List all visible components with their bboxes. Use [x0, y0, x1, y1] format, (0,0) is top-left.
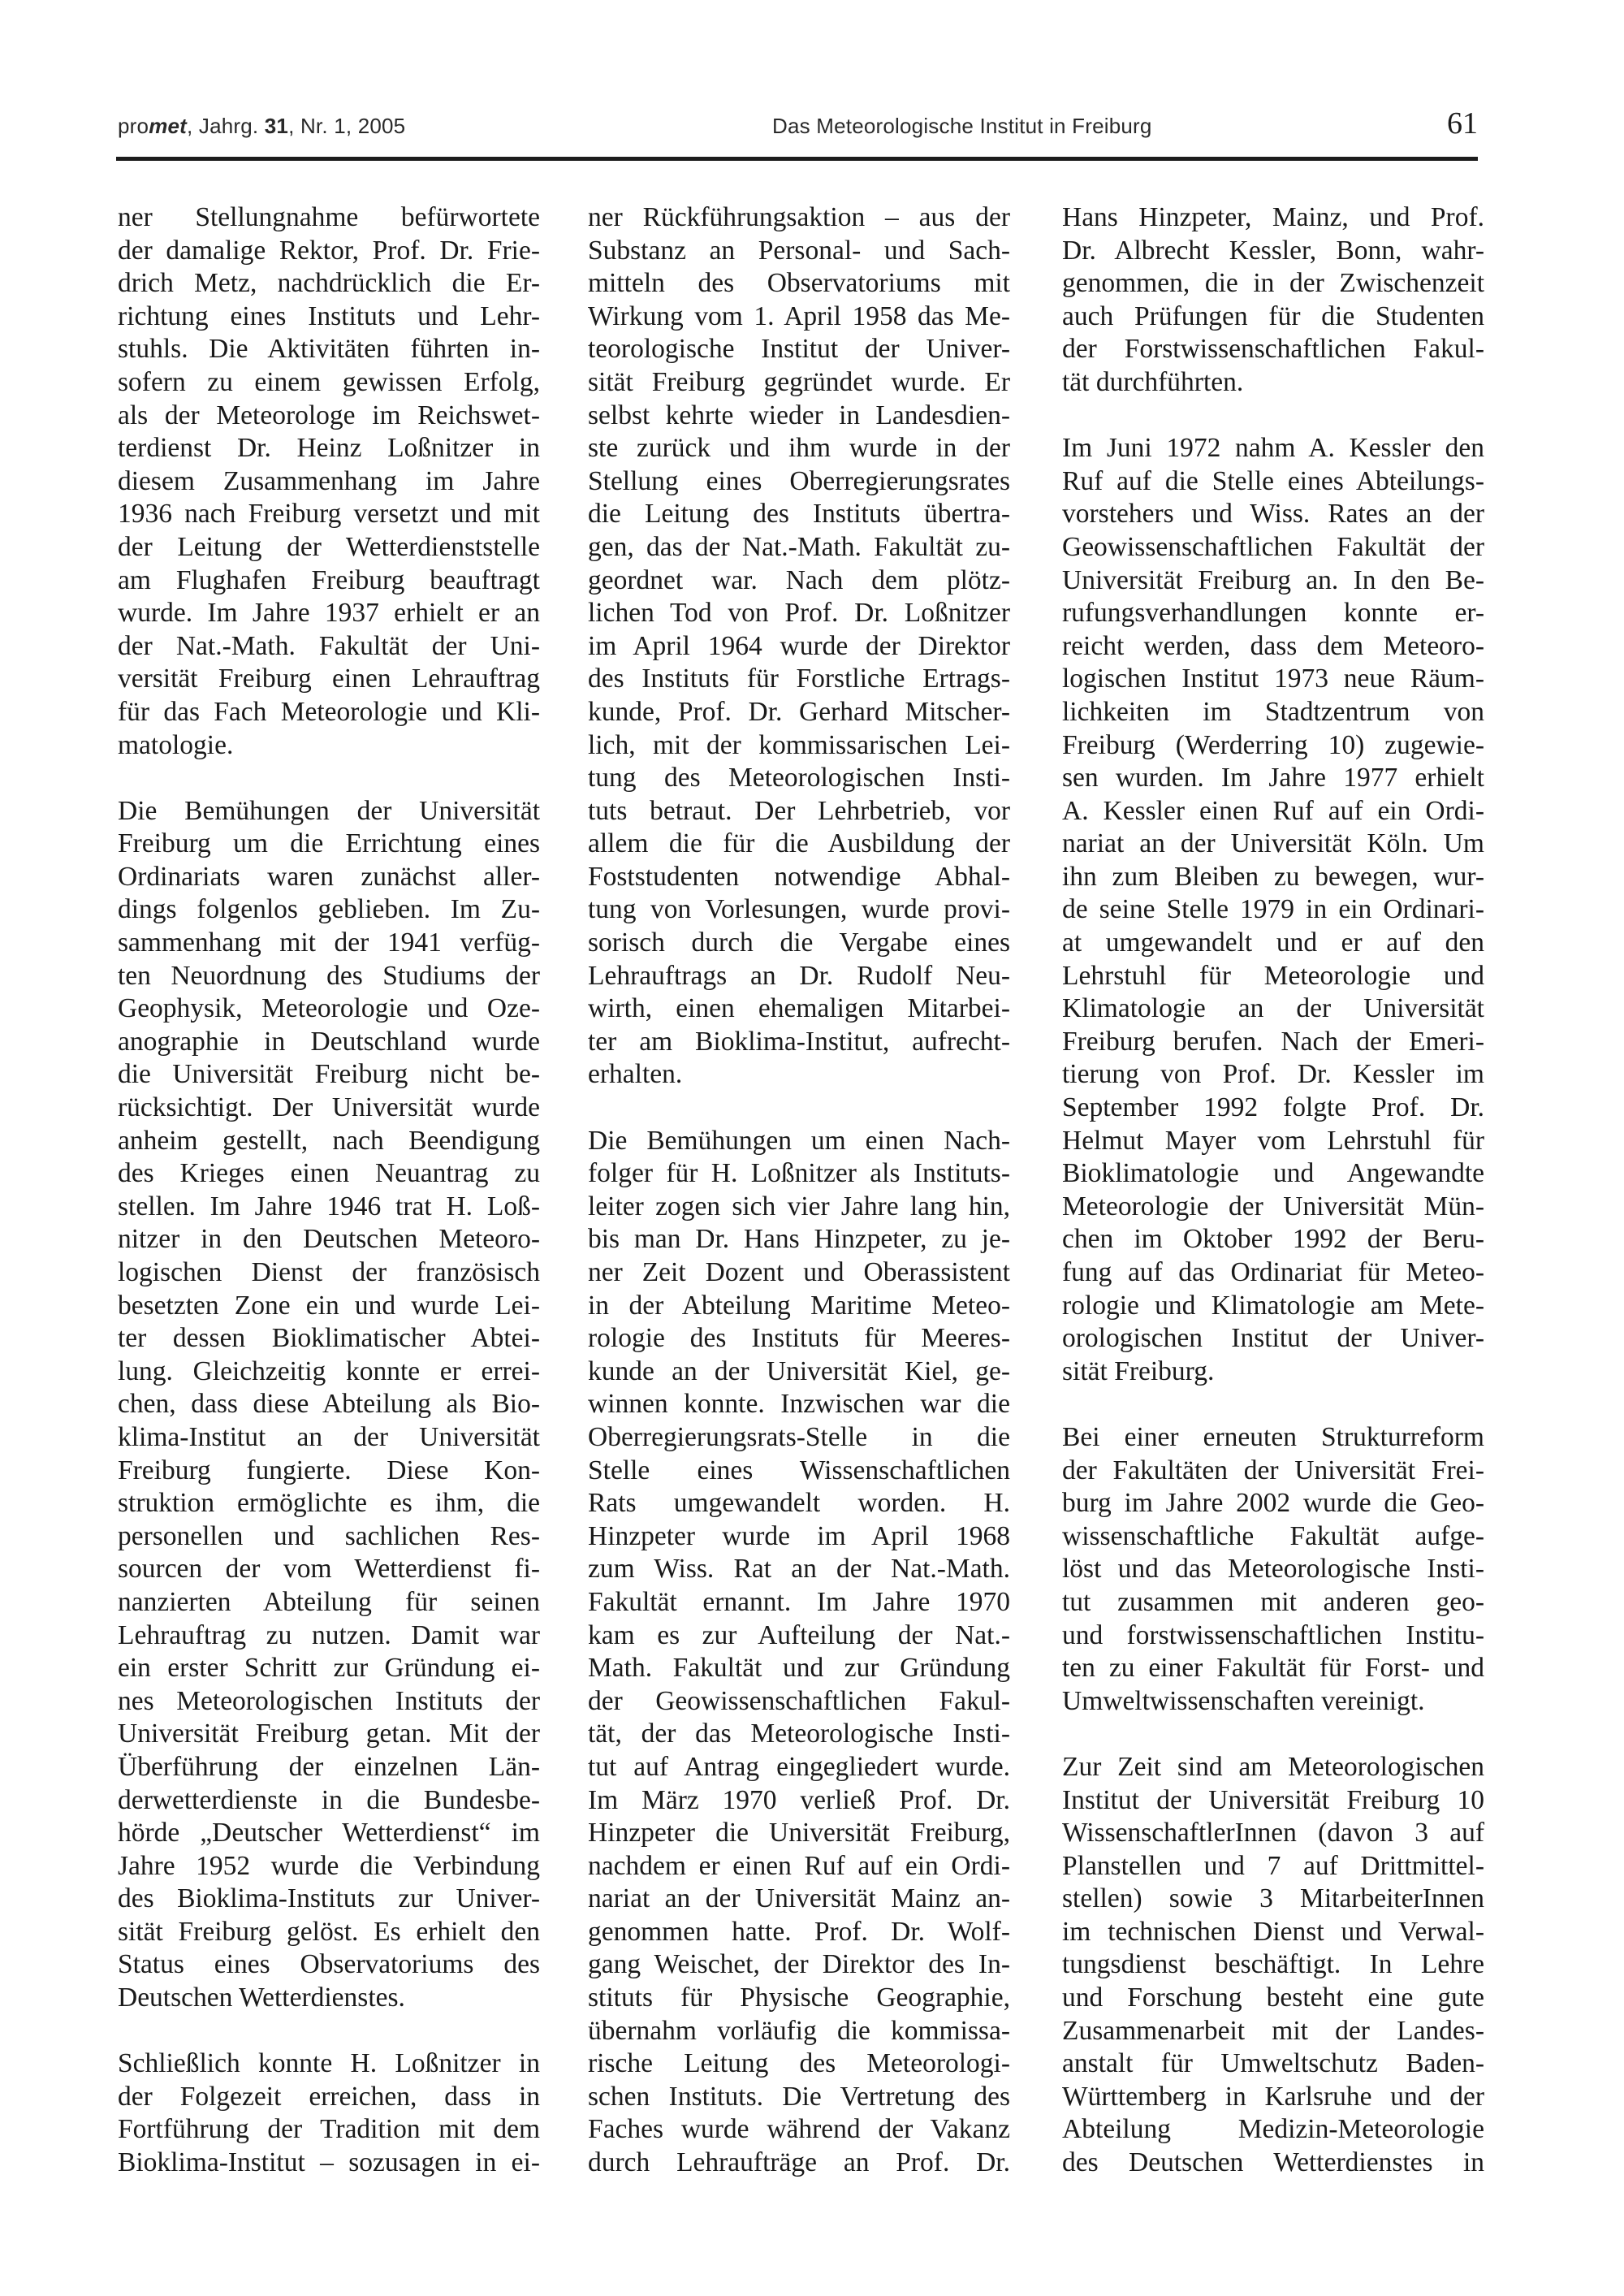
text-line: drich Metz, nachdrücklich die Er-: [118, 268, 540, 299]
text-line: Ruf auf die Stelle eines Abteilungs-: [1062, 465, 1484, 496]
text-line: sität Freiburg gelöst. Es erhielt den: [118, 1916, 540, 1947]
text-line: ten zu einer Fakultät für Forst- und: [1062, 1653, 1484, 1684]
text-line: Jahre 1952 wurde die Verbindung: [118, 1850, 540, 1881]
text-line: folger für H. Loßnitzer als Instituts-: [588, 1158, 1010, 1189]
text-line: Bioklimatologie und Angewandte: [1062, 1158, 1484, 1189]
text-column-3: [1062, 201, 1484, 2212]
text-line: löst und das Meteorologische Insti-: [1062, 1554, 1484, 1585]
text-line: Oberregierungsrats-Stelle in die: [588, 1421, 1010, 1452]
text-line: kunde an der Universität Kiel, ge-: [588, 1356, 1010, 1386]
text-line: WissenschaftlerInnen (davon 3 auf: [1062, 1818, 1484, 1848]
journal-name-italic: met: [149, 114, 188, 138]
text-line: am Flughafen Freiburg beauftragt: [118, 564, 540, 595]
text-line: Klimatologie an der Universität: [1062, 993, 1484, 1024]
text-line: geordnet war. Nach dem plötz-: [588, 564, 1010, 595]
text-column-1: [118, 201, 540, 2212]
text-line: der Forstwissenschaftlichen Fakul-: [1062, 334, 1484, 365]
paragraph: [1062, 1421, 1484, 1718]
text-line: Universität Freiburg an. In den Be-: [1062, 564, 1484, 595]
text-line: Im Juni 1972 nahm A. Kessler den: [1062, 433, 1484, 464]
text-line: derwetterdienste in die Bundesbe-: [118, 1784, 540, 1815]
text-line: Foststudenten notwendige Abhal-: [588, 861, 1010, 892]
text-line: dings folgenlos geblieben. Im Zu-: [118, 894, 540, 925]
text-line: rufungsverhandlungen konnte er-: [1062, 598, 1484, 629]
paragraph: [118, 201, 540, 762]
text-line: der Folgezeit erreichen, dass in: [118, 2081, 540, 2112]
text-line: winnen konnte. Inzwischen war die: [588, 1389, 1010, 1420]
text-line: Lehrstuhl für Meteorologie und: [1062, 960, 1484, 991]
text-line: Dr. Albrecht Kessler, Bonn, wahr-: [1062, 235, 1484, 266]
text-line: stuhls. Die Aktivitäten führten in-: [118, 334, 540, 365]
text-line: sität Freiburg.: [1062, 1356, 1215, 1386]
text-line: Ordinariats waren zunächst aller-: [118, 861, 540, 892]
paragraph: [1062, 201, 1484, 400]
text-line: Fortführung der Tradition mit dem: [118, 2114, 540, 2145]
text-line: Meteorologie der Universität Mün-: [1062, 1191, 1484, 1222]
paragraph: [118, 2047, 540, 2179]
text-line: die Leitung des Instituts übertra-: [588, 499, 1010, 530]
text-line: Geophysik, Meteorologie und Oze-: [118, 993, 540, 1024]
text-line: rologie und Klimatologie am Mete-: [1062, 1290, 1484, 1321]
text-line: Stelle eines Wissenschaftlichen: [588, 1455, 1010, 1485]
text-line: lung. Gleichzeitig konnte er errei-: [118, 1356, 540, 1386]
paragraph: [588, 201, 1010, 1092]
text-line: teorologische Institut der Univer-: [588, 334, 1010, 365]
text-line: allem die für die Ausbildung der: [588, 828, 1010, 859]
text-line: Zusammenarbeit mit der Landes-: [1062, 2015, 1484, 2046]
text-line: Substanz an Personal- und Sach-: [588, 235, 1010, 266]
text-line: Freiburg um die Errichtung eines: [118, 828, 540, 859]
text-line: tuts betraut. Der Lehrbetrieb, vor: [588, 795, 1010, 826]
text-line: stellen. Im Jahre 1946 trat H. Loß-: [118, 1191, 540, 1222]
text-line: Wirkung vom 1. April 1958 das Me-: [588, 301, 1010, 331]
text-line: der Fakultäten der Universität Frei-: [1062, 1455, 1484, 1485]
text-line: Planstellen und 7 auf Drittmittel-: [1062, 1850, 1484, 1881]
text-line: lichen Tod von Prof. Dr. Loßnitzer: [588, 598, 1010, 629]
journal-name-prefix: pro: [118, 114, 149, 138]
text-line: tung des Meteorologischen Insti-: [588, 763, 1010, 793]
text-line: Hinzpeter wurde im April 1968: [588, 1520, 1010, 1551]
text-line: at umgewandelt und er auf den: [1062, 927, 1484, 958]
text-line: Fakultät ernannt. Im Jahre 1970: [588, 1586, 1010, 1617]
text-line: im April 1964 wurde der Direktor: [588, 630, 1010, 661]
journal-volume: 31: [264, 114, 289, 138]
text-line: September 1992 folgte Prof. Dr.: [1062, 1092, 1484, 1123]
text-line: tung von Vorlesungen, wurde provi-: [588, 894, 1010, 925]
text-line: rologie des Instituts für Meeres-: [588, 1323, 1010, 1354]
text-line: A. Kessler einen Ruf auf ein Ordi-: [1062, 795, 1484, 826]
text-line: ihn zum Bleiben zu bewegen, wur-: [1062, 861, 1484, 892]
text-line: nariat an der Universität Köln. Um: [1062, 828, 1484, 859]
text-line: der Nat.-Math. Fakultät der Uni-: [118, 630, 540, 661]
text-line: Die Bemühungen um einen Nach-: [588, 1125, 1010, 1156]
text-line: schen Instituts. Die Vertretung des: [588, 2081, 1010, 2112]
text-line: chen, dass diese Abteilung als Bio-: [118, 1389, 540, 1420]
text-line: wurde. Im Jahre 1937 erhielt er an: [118, 598, 540, 629]
text-line: besetzten Zone ein und wurde Lei-: [118, 1290, 540, 1321]
text-line: nariat an der Universität Mainz an-: [588, 1883, 1010, 1914]
text-line: Im März 1970 verließ Prof. Dr.: [588, 1784, 1010, 1815]
text-line: Math. Fakultät und zur Gründung: [588, 1653, 1010, 1684]
text-line: Abteilung Medizin-Meteorologie: [1062, 2114, 1484, 2145]
text-line: ner Stellungnahme befürwortete: [118, 202, 540, 232]
text-line: des Instituts für Forstliche Ertrags-: [588, 664, 1010, 694]
journal-issue: , Nr. 1, 2005: [288, 114, 406, 138]
text-line: orologischen Institut der Univer-: [1062, 1323, 1484, 1354]
text-line: Freiburg fungierte. Diese Kon-: [118, 1455, 540, 1485]
text-line: des Deutschen Wetterdienstes in: [1062, 2147, 1484, 2178]
text-line: kam es zur Aufteilung der Nat.-: [588, 1619, 1010, 1650]
text-line: reicht werden, dass dem Meteoro-: [1062, 630, 1484, 661]
text-line: rücksichtigt. Der Universität wurde: [118, 1092, 540, 1123]
text-line: diesem Zusammenhang im Jahre: [118, 465, 540, 496]
text-line: sität Freiburg gegründet wurde. Er: [588, 366, 1010, 397]
text-line: Bioklima-Institut – sozusagen in ei-: [118, 2147, 540, 2178]
text-line: des Bioklima-Instituts zur Univer-: [118, 1883, 540, 1914]
text-line: matologie.: [118, 729, 234, 760]
text-line: tut auf Antrag eingegliedert wurde.: [588, 1751, 1010, 1782]
text-line: stellen) sowie 3 MitarbeiterInnen: [1062, 1883, 1484, 1914]
text-line: mitteln des Observatoriums mit: [588, 268, 1010, 299]
text-line: struktion ermöglichte es ihm, die: [118, 1488, 540, 1519]
text-line: leiter zogen sich vier Jahre lang hin,: [588, 1191, 1010, 1222]
text-line: Faches wurde während der Vakanz: [588, 2114, 1010, 2145]
text-line: erhalten.: [588, 1059, 683, 1090]
running-title: Das Meteorologische Institut in Freiburg: [772, 114, 1152, 138]
text-line: der Leitung der Wetterdienststelle: [118, 531, 540, 562]
text-line: fung auf das Ordinariat für Meteo-: [1062, 1257, 1484, 1287]
text-line: Zur Zeit sind am Meteorologischen: [1062, 1751, 1484, 1782]
text-line: Freiburg berufen. Nach der Emeri-: [1062, 1026, 1484, 1057]
text-line: sammenhang mit der 1941 verfüg-: [118, 927, 540, 958]
text-line: durch Lehraufträge an Prof. Dr.: [588, 2147, 1010, 2178]
text-line: ten Neuordnung des Studiums der: [118, 960, 540, 991]
paragraph: [118, 795, 540, 2015]
text-line: die Universität Freiburg nicht be-: [118, 1059, 540, 1090]
text-line: richtung eines Instituts und Lehr-: [118, 301, 540, 331]
text-line: sorisch durch die Vergabe eines: [588, 927, 1010, 958]
text-line: hörde „Deutscher Wetterdienst“ im: [118, 1818, 540, 1848]
text-line: de seine Stelle 1979 in ein Ordinari-: [1062, 894, 1484, 925]
text-line: nes Meteorologischen Instituts der: [118, 1685, 540, 1716]
text-line: bis man Dr. Hans Hinzpeter, zu je-: [588, 1224, 1010, 1255]
text-line: nitzer in den Deutschen Meteoro-: [118, 1224, 540, 1255]
text-line: Lehrauftrags an Dr. Rudolf Neu-: [588, 960, 1010, 991]
text-line: des Krieges einen Neuantrag zu: [118, 1158, 540, 1189]
paragraph: [588, 1125, 1010, 2180]
text-line: und Forschung besteht eine gute: [1062, 1983, 1484, 2013]
text-line: burg im Jahre 2002 wurde die Geo-: [1062, 1488, 1484, 1519]
text-line: kunde, Prof. Dr. Gerhard Mitscher-: [588, 696, 1010, 727]
text-line: lich, mit der kommissarischen Lei-: [588, 729, 1010, 760]
text-line: tut zusammen mit anderen geo-: [1062, 1586, 1484, 1617]
text-line: logischen Dienst der französisch: [118, 1257, 540, 1287]
text-line: tät, der das Meteorologische Insti-: [588, 1719, 1010, 1749]
text-line: sofern zu einem gewissen Erfolg,: [118, 366, 540, 397]
text-line: auch Prüfungen für die Studenten: [1062, 301, 1484, 331]
page-number: 61: [1447, 106, 1478, 141]
text-line: Hinzpeter die Universität Freiburg,: [588, 1818, 1010, 1848]
text-line: tungsdienst beschäftigt. In Lehre: [1062, 1949, 1484, 1980]
text-line: logischen Institut 1973 neue Räum-: [1062, 664, 1484, 694]
text-line: Überführung der einzelnen Län-: [118, 1751, 540, 1782]
text-line: chen im Oktober 1992 der Beru-: [1062, 1224, 1484, 1255]
paragraph: [1062, 1751, 1484, 2180]
text-line: terdienst Dr. Heinz Loßnitzer in: [118, 433, 540, 464]
text-line: ste zurück und ihm wurde in der: [588, 433, 1010, 464]
text-line: gang Weischet, der Direktor des In-: [588, 1949, 1010, 1980]
text-line: anstalt für Umweltschutz Baden-: [1062, 2048, 1484, 2079]
text-line: Universität Freiburg getan. Mit der: [118, 1719, 540, 1749]
text-line: genommen, die in der Zwischenzeit: [1062, 268, 1484, 299]
text-line: klima-Institut an der Universität: [118, 1421, 540, 1452]
text-line: rische Leitung des Meteorologi-: [588, 2048, 1010, 2079]
text-line: Geowissenschaftlichen Fakultät der: [1062, 531, 1484, 562]
text-line: als der Meteorologe im Reichswet-: [118, 400, 540, 430]
text-line: genommen hatte. Prof. Dr. Wolf-: [588, 1916, 1010, 1947]
text-line: Deutschen Wetterdienstes.: [118, 1983, 405, 2013]
text-line: zum Wiss. Rat an der Nat.-Math.: [588, 1554, 1010, 1585]
paragraph: [1062, 432, 1484, 1388]
text-line: personellen und sachlichen Res-: [118, 1520, 540, 1551]
text-line: Umweltwissenschaften vereinigt.: [1062, 1685, 1425, 1716]
text-line: nanzierten Abteilung für seinen: [118, 1586, 540, 1617]
text-line: selbst kehrte wieder in Landesdien-: [588, 400, 1010, 430]
text-line: wirth, einen ehemaligen Mitarbei-: [588, 993, 1010, 1024]
text-line: lichkeiten im Stadtzentrum von: [1062, 696, 1484, 727]
text-line: ter am Bioklima-Institut, aufrecht-: [588, 1026, 1010, 1057]
text-line: versität Freiburg einen Lehrauftrag: [118, 664, 540, 694]
text-line: ner Rückführungsaktion – aus der: [588, 202, 1010, 232]
text-line: ein erster Schritt zur Gründung ei-: [118, 1653, 540, 1684]
text-line: Schließlich konnte H. Loßnitzer in: [118, 2048, 540, 2079]
text-line: ter dessen Bioklimatischer Abtei-: [118, 1323, 540, 1354]
text-line: sen wurden. Im Jahre 1977 erhielt: [1062, 763, 1484, 793]
text-line: anographie in Deutschland wurde: [118, 1026, 540, 1057]
text-line: der damalige Rektor, Prof. Dr. Frie-: [118, 235, 540, 266]
header-rule: [116, 157, 1478, 161]
text-line: Hans Hinzpeter, Mainz, und Prof.: [1062, 202, 1484, 232]
text-line: nachdem er einen Ruf auf ein Ordi-: [588, 1850, 1010, 1881]
text-line: Lehrauftrag zu nutzen. Damit war: [118, 1619, 540, 1650]
text-line: wissenschaftliche Fakultät aufge-: [1062, 1520, 1484, 1551]
text-line: gen, das der Nat.-Math. Fakultät zu-: [588, 531, 1010, 562]
text-line: Die Bemühungen der Universität: [118, 795, 540, 826]
text-line: im technischen Dienst und Verwal-: [1062, 1916, 1484, 1947]
journal-citation: [118, 114, 405, 139]
text-line: ner Zeit Dozent und Oberassistent: [588, 1257, 1010, 1287]
text-line: 1936 nach Freiburg versetzt und mit: [118, 499, 540, 530]
text-line: vorstehers und Wiss. Rates an der: [1062, 499, 1484, 530]
text-line: Institut der Universität Freiburg 10: [1062, 1784, 1484, 1815]
text-line: Helmut Mayer vom Lehrstuhl für: [1062, 1125, 1484, 1156]
text-line: Rats umgewandelt worden. H.: [588, 1488, 1010, 1519]
text-line: anheim gestellt, nach Beendigung: [118, 1125, 540, 1156]
text-line: der Geowissenschaftlichen Fakul-: [588, 1685, 1010, 1716]
text-line: für das Fach Meteorologie und Kli-: [118, 696, 540, 727]
text-line: Stellung eines Oberregierungsrates: [588, 465, 1010, 496]
text-column-2: [588, 201, 1010, 2212]
text-line: stituts für Physische Geographie,: [588, 1983, 1010, 2013]
text-line: tät durchführten.: [1062, 366, 1244, 397]
page-header: [116, 106, 1478, 162]
text-line: Status eines Observatoriums des: [118, 1949, 540, 1980]
text-line: Freiburg (Werderring 10) zugewie-: [1062, 729, 1484, 760]
text-line: übernahm vorläufig die kommissa-: [588, 2015, 1010, 2046]
journal-year-label: , Jahrg.: [187, 114, 265, 138]
text-line: sourcen der vom Wetterdienst fi-: [118, 1554, 540, 1585]
text-line: in der Abteilung Maritime Meteo-: [588, 1290, 1010, 1321]
text-line: und forstwissenschaftlichen Institu-: [1062, 1619, 1484, 1650]
text-line: Bei einer erneuten Strukturreform: [1062, 1421, 1484, 1452]
text-line: Württemberg in Karlsruhe und der: [1062, 2081, 1484, 2112]
text-line: tierung von Prof. Dr. Kessler im: [1062, 1059, 1484, 1090]
